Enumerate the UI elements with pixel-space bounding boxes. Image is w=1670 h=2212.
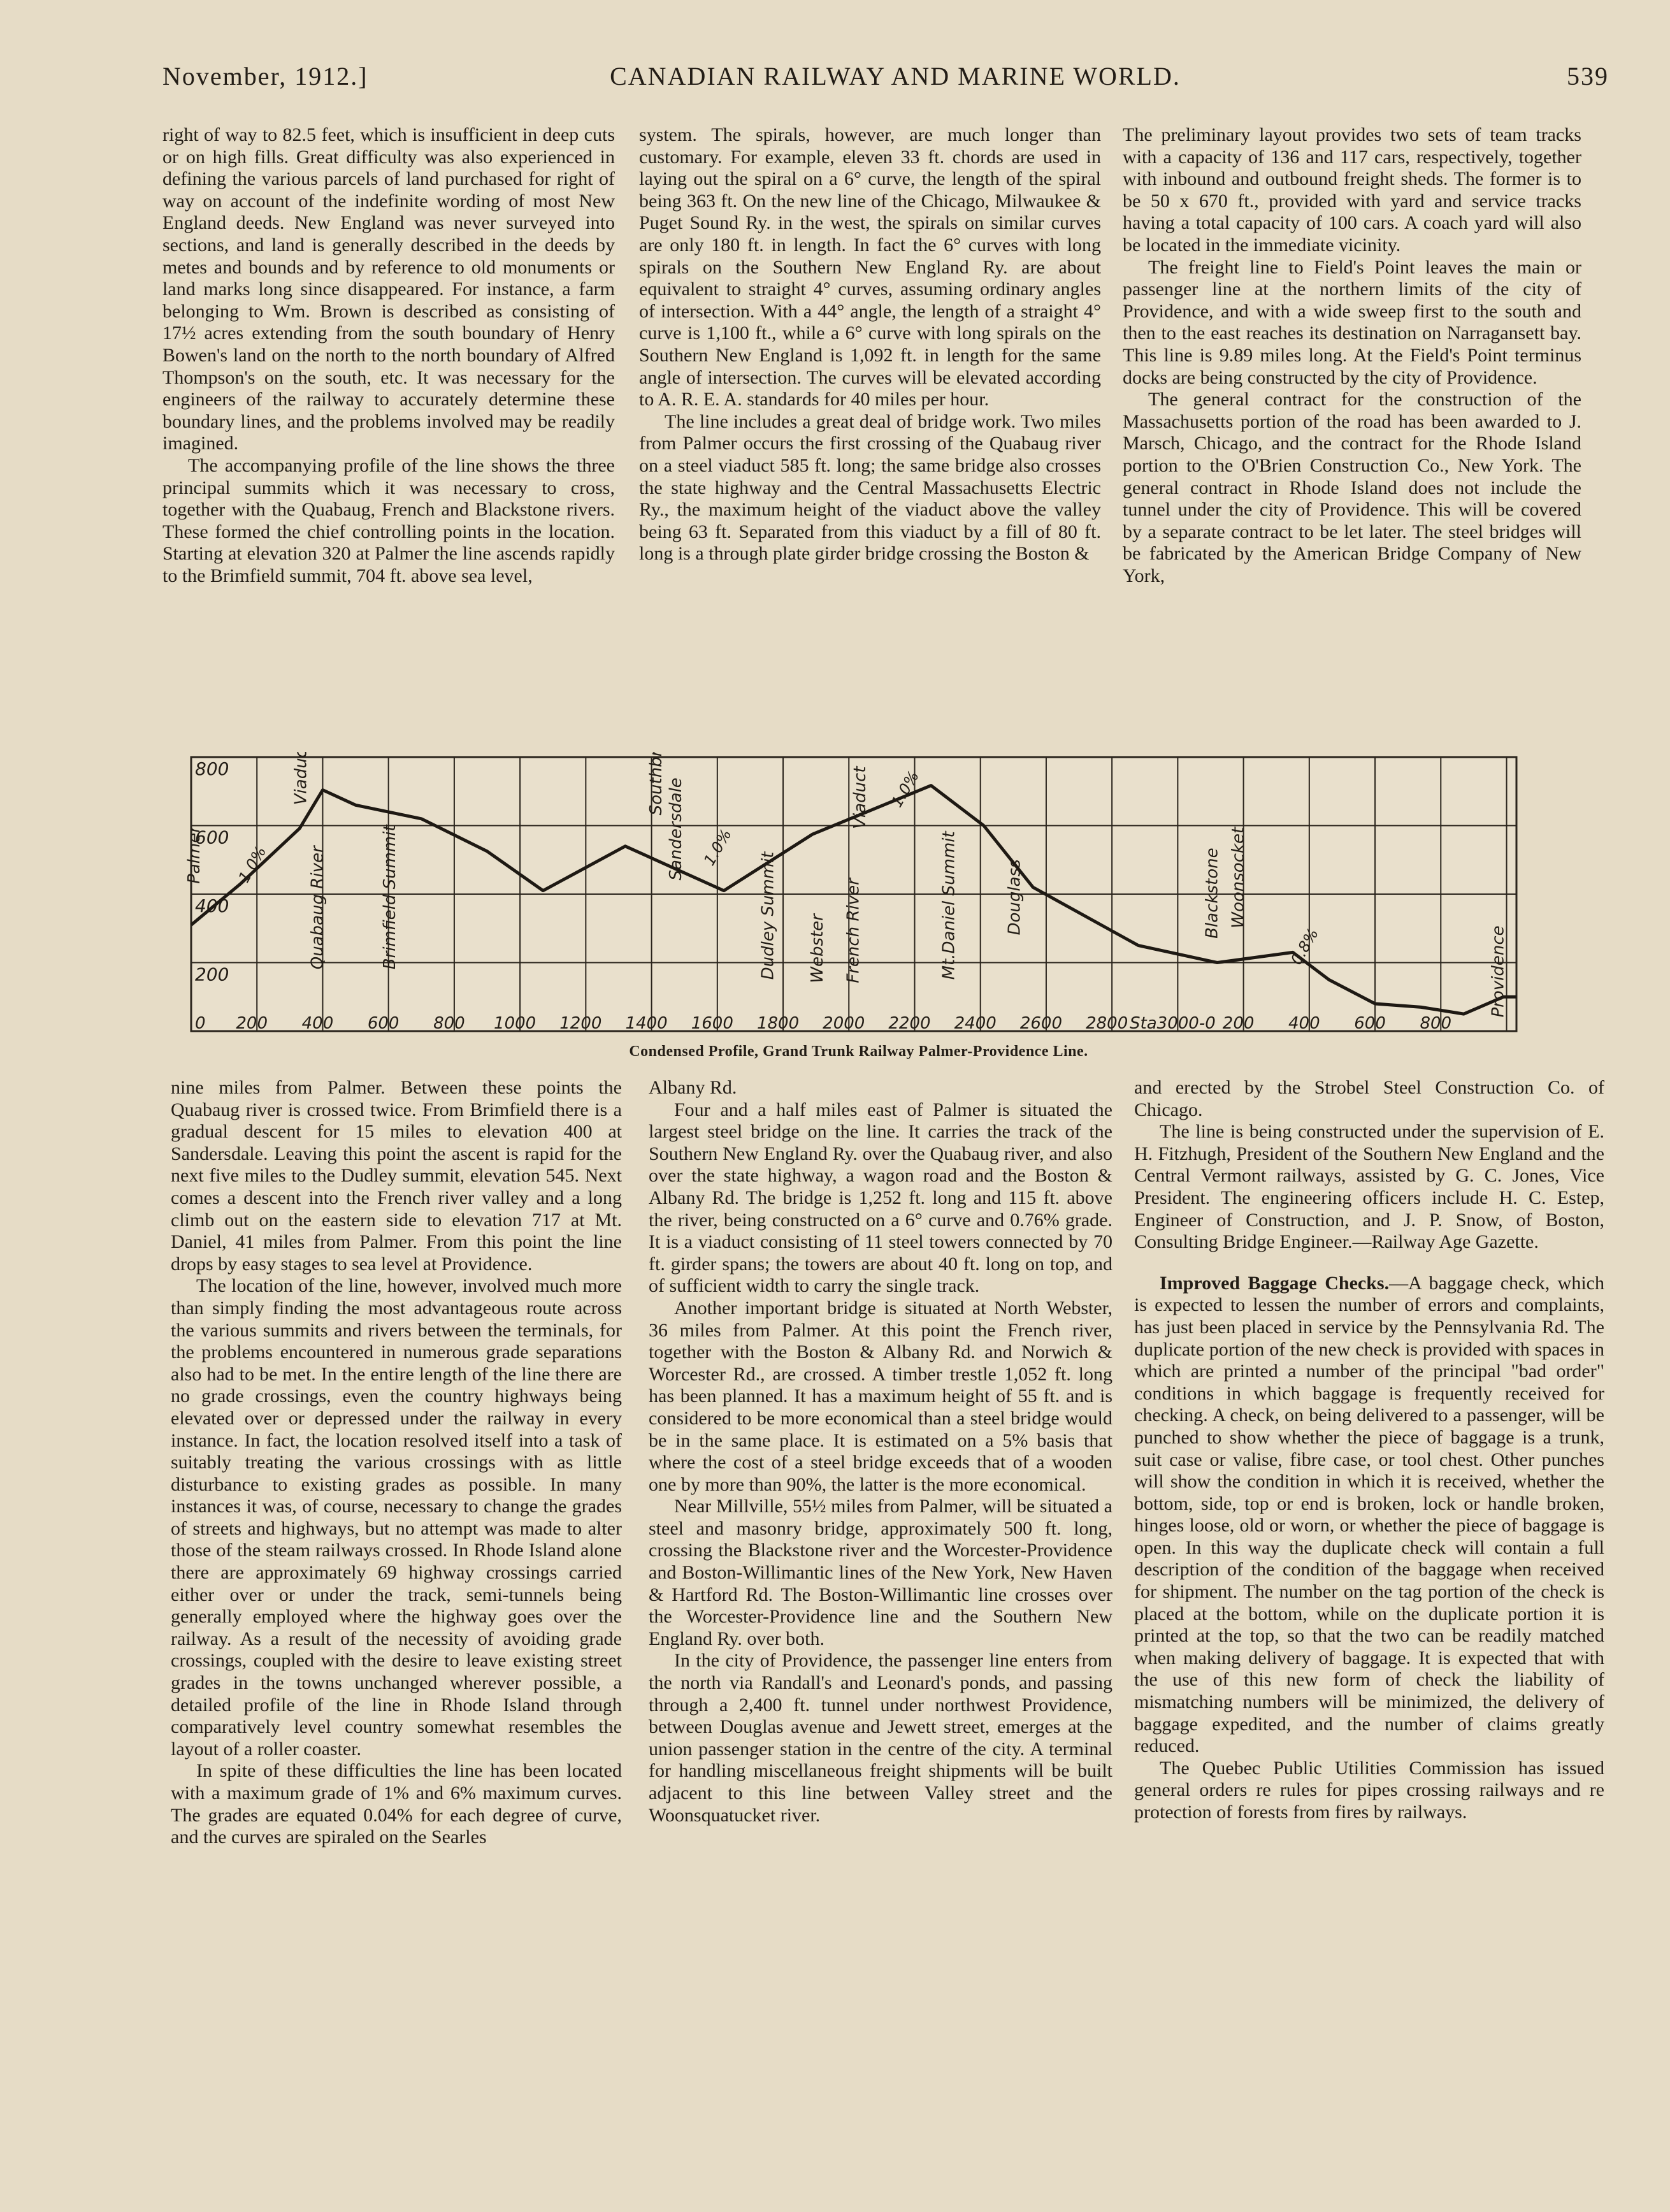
x-tick-label: 1400 [625, 1014, 668, 1033]
running-header [162, 61, 1609, 112]
x-tick-label: 0 [195, 1014, 206, 1033]
place-label: Viaduct [291, 752, 311, 806]
place-label: Dudley Summit [758, 851, 778, 980]
grade-label: 1.0% [234, 843, 270, 886]
chart-caption: Condensed Profile, Grand Trunk Railway Palmer-Providence Line. [629, 1043, 1088, 1060]
paragraph: The freight line to Field's Point leaves the main or passenger line at the northern limits of the city of Providence, and with a wide sweep first to the south and then to the east reaches its destination on Narragansett bay. This line is 9.89 miles long. At the Field's Point terminus docks are being constructed by the city of Providence. [1123, 256, 1581, 388]
column-1 [162, 124, 615, 587]
x-tick-label: 2000 [823, 1014, 865, 1033]
paragraph: Four and a half miles east of Palmer is situated the largest steel bridge on the line. It carries the track of the Southern New England Ry. over the Quabaug river, and also over the state highway, a wagon road and the Boston & Albany Rd. The bridge is 1,252 ft. long and 115 ft. above the river, being constructed on a 6° curve and 0.76% grade. It is a viaduct consisting of 11 steel towers connected by 70 ft. girder spans; the towers are about 40 ft. long on top, and of sufficient width to carry the single track. [649, 1099, 1112, 1297]
paragraph: nine miles from Palmer. Between these points the Quabaug river is crossed twice. From Brimfield there is a gradual descent for 15 miles to elevation 400 at Sandersdale. Leaving this point the ascent is rapid for the next five miles to the Dudley summit, elevation 545. Next comes a descent into the French river valley and a long climb out on the eastern side to elevation 717 at Mt. Daniel, 41 miles from Palmer. From this point the line drops by easy stages to sea level at Providence. [171, 1077, 622, 1275]
baggage-heading: Improved Baggage Checks. [1160, 1272, 1390, 1294]
x-tick-label: 200 [236, 1014, 268, 1033]
x-tick-label: 200 [1222, 1014, 1255, 1033]
paragraph: Another important bridge is situated at North Webster, 36 miles from Palmer. At this point the French river, together with the Boston & Albany Rd. and Norwich & Worcester Rd., are crossed. A timber trestle 1,052 ft. long has been planned. It has a maximum height of 55 ft. and is considered to be more economical than a steel bridge would be in the same place. It is estimated on a 5% basis that where the cost of a steel bridge exceeds that of a wooden one by more than 90%, the latter is the more economical. [649, 1297, 1112, 1495]
x-tick-label: 1000 [494, 1014, 536, 1033]
x-tick-label: 800 [433, 1014, 465, 1033]
grade-label: 0.8% [1287, 925, 1323, 968]
place-label: Douglass [1005, 859, 1025, 936]
place-label: Viaduct [851, 766, 870, 829]
y-tick-label: 600 [195, 827, 229, 848]
column-4 [171, 1077, 622, 1849]
column-6 [1134, 1077, 1604, 1824]
place-label: Southbridge [647, 752, 666, 816]
paragraph: right of way to 82.5 feet, which is insufficient in deep cuts or on high fills. Great difficulty was also experienced in defining the various parcels of land purchased for right of way on account of the indefinite wording of most New England deeds. New England was never surveyed into sections, and land is generally described in the deeds by metes and bounds and by reference to old monuments or land marks long since disappeared. For instance, a farm belonging to Wm. Brown is described as consisting of 17½ acres extending from the south boundary of Henry Bowen's land on the north to the north boundary of Alfred Thompson's on the south, etc. It was necessary for the engineers of the railway to accurately determine these boundary lines, and the problems involved may be readily imagined. [162, 124, 615, 454]
paragraph: The Quebec Public Utilities Commission has issued general orders re rules for pipes crossing railways and re protection of forests from fires by railways. [1134, 1757, 1604, 1823]
grade-label: 1.0% [700, 826, 735, 869]
baggage-body: —A baggage check, which is expected to lessen the number of errors and complaints, has just been placed in service by the Pennsylvania Rd. The duplicate portion of the new check is provided with spaces in which are printed a number of the principal "bad order" conditions in which baggage is frequently received for checking. A check, on being delivered to a passenger, will be punched to show whether the piece of baggage is a trunk, suit case or valise, fibre case, or tool chest. Other punches will show the condition in which it is received, whether the bottom, side, top or end is broken, lock or handle broken, hinges loose, old or worn, or whether the piece of baggage is open. In this way the duplicate check will contain a full description of the condition of the baggage when received for shipment. The number on the tag portion of the check is placed at the bottom, while on the duplicate portion it is printed at the top, so that the two can be readily matched when making delivery of baggage. It is expected that with the use of this new form of check the liability of mismatching numbers will be minimized, the delivery of baggage expedited, and the number of claims greatly reduced. [1134, 1272, 1605, 1757]
x-tick-label: 1800 [756, 1014, 800, 1033]
journal-title: CANADIAN RAILWAY AND MARINE WORLD. [610, 62, 1181, 90]
place-label: Providence [1488, 925, 1508, 1018]
paragraph: In spite of these difficulties the line has been located with a maximum grade of 1% and 6% maximum curves. The grades are equated 0.04% for each degree of curve, and the curves are spiraled on the Searles [171, 1760, 622, 1848]
place-label: French River [844, 878, 863, 983]
x-tick-label: 1200 [559, 1014, 602, 1033]
grade-label: 1.0% [888, 767, 923, 811]
paragraph: system. The spirals, however, are much longer than customary. For example, eleven 33 ft. chords are used in laying out the spiral on a 6° curve, the length of the spiral being 363 ft. On the new line of the Chicago, Milwaukee & Puget Sound Ry. in the west, the spirals on similar curves are only 180 ft. in length. In fact the 6° curves with long spirals on the Southern New England Ry. are about equivalent to straight 4° curves, assuming ordinary angles of intersection. With a 44° angle, the length of a straight 4° curve is 1,100 ft., while a 6° curve with long spirals on the Southern New England is 1,092 ft. in length for the same angle of intersection. The curves will be elevated according to A. R. E. A. standards for 40 miles per hour. [639, 124, 1101, 410]
place-label: Blackstone [1202, 848, 1222, 939]
place-label: Webster [807, 914, 827, 983]
baggage-paragraph [1134, 1273, 1604, 1758]
place-label: Woonsocket [1228, 827, 1248, 929]
paragraph: In the city of Providence, the passenger line enters from the north via Randall's and Leonard's ponds, and passing through a 2,400 ft. tunnel under northwest Providence, between Douglas avenue and Jewett street, emerges at the union passenger station in the centre of the city. A terminal for handling miscellaneous freight shipments will be built adjacent to this line between Valley street and the Woonsquatucket river. [649, 1650, 1112, 1826]
x-tick-label: 1600 [691, 1014, 733, 1033]
paragraph: Near Millville, 55½ miles from Palmer, will be situated a steel and masonry bridge, approximately 500 ft. long, crossing the Blackstone river and the Worcester-Providence and Boston-Willimantic lines of the New York, New Haven & Hartford Rd. The Boston-Willimantic line crosses over the Worcester-Providence line and the Southern New England Ry. over both. [649, 1496, 1112, 1649]
place-label: Brimfield Summit [380, 825, 400, 970]
place-label: Palmer [185, 826, 204, 884]
place-label: Mt.Daniel Summit [939, 831, 959, 980]
column-3 [1123, 124, 1581, 587]
issue-date: November, 1912.] [162, 62, 368, 90]
column-5 [649, 1077, 1112, 1826]
paragraph: The line includes a great deal of bridge work. Two miles from Palmer occurs the first crossing of the Quabaug river on a steel viaduct 585 ft. long; the same bridge also crosses the state highway and the Central Massachusetts Electric Ry., the maximum height of the viaduct above the valley being 63 ft. Separated from this viaduct by a fill of 80 ft. long is a through plate girder bridge crossing the Boston & [639, 410, 1101, 565]
x-tick-label: 2200 [888, 1014, 931, 1033]
x-tick-label: 400 [1288, 1014, 1320, 1033]
paragraph: The general contract for the construction of the Massachusetts portion of the road has been awarded to J. Marsch, Chicago, and the contract for the Rhode Island portion to the O'Brien Construction Co., New York. The general contract in Rhode Island does not include the tunnel under the city of Providence. This will be covered by a separate contract to be let later. The steel bridges will be fabricated by the American Bridge Company of New York, [1123, 389, 1581, 586]
place-label: Sandersdale [666, 777, 686, 881]
column-2 [639, 124, 1101, 565]
x-tick-label: 2400 [954, 1014, 997, 1033]
paragraph: The accompanying profile of the line shows the three principal summits which it was necessary to cross, together with the Quabaug, French and Blackstone rivers. These formed the chief controlling points in the location. Starting at elevation 320 at Palmer the line ascends rapidly to the Brimfield summit, 704 ft. above sea level, [162, 454, 615, 586]
spacer [1134, 1254, 1604, 1273]
x-tick-label: 2800 [1086, 1014, 1128, 1033]
paragraph: The line is being constructed under the supervision of E. H. Fitzhugh, President of the Southern New England and the Central Vermont railways, assisted by G. C. Jones, Vice President. The engineering officers include H. C. Estep, Engineer of Construction, and J. P. Snow, of Boston, Consulting Bridge Engineer.—Railway Age Gazette. [1134, 1121, 1604, 1253]
x-tick-label: 800 [1420, 1014, 1452, 1033]
place-label: Quabaug River [308, 846, 328, 970]
x-tick-label: 400 [301, 1014, 334, 1033]
y-tick-label: 200 [195, 964, 229, 985]
y-tick-label: 400 [195, 895, 229, 916]
paragraph: The location of the line, however, involved much more than simply finding the most advantageous route across the various summits and rivers between the terminals, for the problems encountered in numerous grade separations also had to be met. In the entire length of the line there are no grade crossings, even the country highways being elevated over or depressed under the railway in every instance. In fact, the location resolved itself into a task of suitably treating the various crossings with as little disturbance to existing grades as possible. In many instances it was, of course, necessary to change the grades of streets and highways, but no attempt was made to alter those of the steam railways crossed. In Rhode Island alone there are approximately 69 highway crossings carried either over or under the track, semi-tunnels being generally employed where the highway goes over the railway. As a result of the necessity of avoiding grade crossings, coupled with the desire to leave existing street grades in the towns unchanged wherever possible, a detailed profile of the line in Rhode Island through comparatively level country somewhat resembles the layout of a roller coaster. [171, 1275, 622, 1760]
x-tick-label: Sta3000-0 [1130, 1014, 1216, 1033]
y-tick-label: 800 [195, 758, 229, 779]
profile-chart-svg [185, 752, 1532, 1039]
paragraph: The preliminary layout provides two sets of team tracks with a capacity of 136 and 117 cars, respectively, together with inbound and outbound freight sheds. The former is to be 50 x 670 ft., provided with yard and service tracks having a total capacity of 100 cars. A coach yard will also be located in the immediate vicinity. [1123, 124, 1581, 256]
x-tick-label: 2600 [1019, 1014, 1063, 1033]
paragraph: and erected by the Strobel Steel Construction Co. of Chicago. [1134, 1077, 1604, 1120]
x-tick-label: 600 [367, 1014, 400, 1033]
paragraph: Albany Rd. [649, 1077, 737, 1098]
x-tick-label: 600 [1354, 1014, 1386, 1033]
profile-chart [185, 752, 1532, 1039]
page-number: 539 [1567, 62, 1609, 90]
